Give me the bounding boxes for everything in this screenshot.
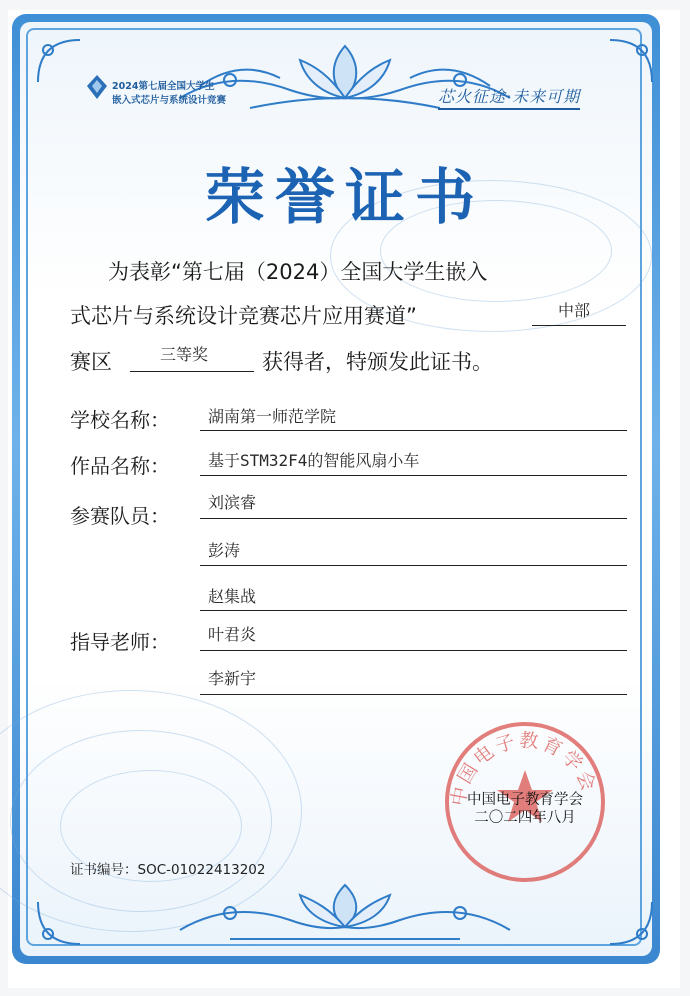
school-label: 学校名称： bbox=[70, 408, 170, 432]
body-line-1: 为表彰“第七届（2024）全国大学生嵌入 bbox=[108, 260, 488, 284]
advisor-name: 李新宇 bbox=[208, 669, 257, 688]
award-value: 三等奖 bbox=[160, 345, 209, 364]
corner-ornament-top-left bbox=[34, 36, 84, 86]
logo-title-line1: 2024第七届全国大学生 bbox=[112, 81, 215, 92]
body-line-3-prefix: 赛区 bbox=[70, 350, 112, 374]
body-line-2: 式芯片与系统设计竞赛芯片应用赛道” bbox=[70, 304, 417, 328]
issue-date: 二〇二四年八月 bbox=[474, 810, 576, 826]
certificate-number: 证书编号：SOC-01022413202 bbox=[70, 862, 266, 878]
stamp-text: 中国电子教育学会 bbox=[447, 729, 601, 808]
work-underline bbox=[200, 475, 627, 476]
corner-ornament-top-right bbox=[606, 36, 656, 86]
team-member: 彭涛 bbox=[208, 541, 241, 560]
certificate-title: 荣誉证书 bbox=[205, 163, 485, 233]
school-value: 湖南第一师范学院 bbox=[208, 407, 337, 426]
body-line-3-suffix: 获得者，特颁发此证书。 bbox=[262, 350, 493, 374]
competition-logo bbox=[86, 68, 276, 108]
advisor-label: 指导老师： bbox=[70, 630, 170, 654]
school-underline bbox=[200, 430, 627, 431]
team-member: 刘滨睿 bbox=[208, 493, 257, 512]
corner-ornament-bottom-right bbox=[606, 898, 656, 948]
team-underline-1 bbox=[200, 518, 627, 519]
award-blank bbox=[130, 371, 254, 372]
advisor-underline-1 bbox=[200, 650, 627, 651]
issuer-organization: 中国电子教育学会 bbox=[467, 792, 583, 808]
work-value: 基于STM32F4的智能风扇小车 bbox=[208, 451, 420, 470]
competition-logo-icon bbox=[86, 74, 108, 100]
region-blank bbox=[532, 325, 626, 326]
logo-title-line2: 嵌入式芯片与系统设计竞赛 bbox=[112, 95, 227, 106]
region-value: 中部 bbox=[558, 301, 591, 320]
team-underline-3 bbox=[200, 610, 627, 611]
team-label: 参赛队员： bbox=[70, 504, 170, 528]
advisor-name: 叶君炎 bbox=[208, 625, 257, 644]
team-member: 赵集战 bbox=[208, 587, 257, 606]
corner-ornament-bottom-left bbox=[34, 898, 84, 948]
work-label: 作品名称： bbox=[70, 454, 170, 478]
advisor-underline-2 bbox=[200, 694, 627, 695]
team-underline-2 bbox=[200, 565, 627, 566]
slogan: 芯火征途·未来可期 bbox=[438, 84, 580, 110]
